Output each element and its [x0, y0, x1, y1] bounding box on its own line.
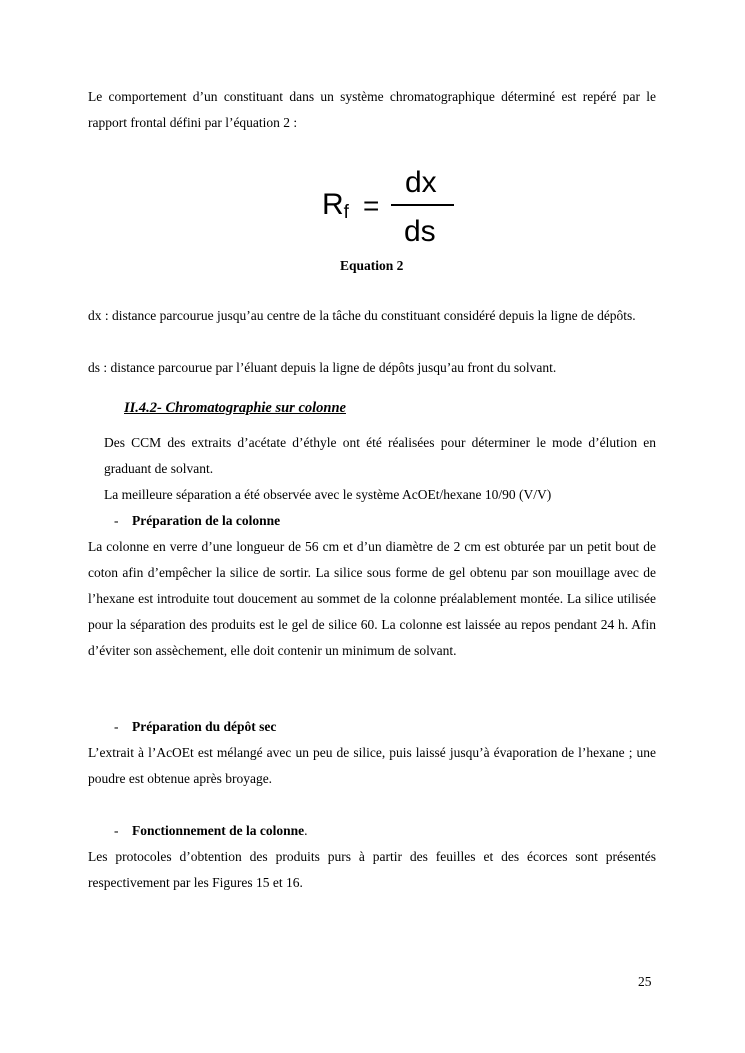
prep-column-title: Préparation de la colonne: [132, 513, 281, 528]
fonctionnement-text: Les protocoles d’obtention des produits purs à partir des feuilles et des écorces sont présentés respectivement par les Figures 15 et 16.: [88, 849, 656, 890]
ccm-paragraph: Des CCM des extraits d’acétate d’éthyle ont été réalisées pour déterminer le mode d’élution en graduant de solvant.: [104, 435, 656, 476]
bullet-dash: -: [114, 513, 119, 528]
intro-paragraph: Le comportement d’un constituant dans un système chromatographique déterminé est repéré par le rapport frontal défini par l’équation 2 :: [88, 89, 656, 130]
fonctionnement-title-suffix: .: [304, 823, 308, 838]
equation-denominator: ds: [404, 215, 436, 248]
bullet-dash: -: [114, 719, 119, 734]
equation-numerator: dx: [405, 166, 437, 199]
prep-depot-text: L’extrait à l’AcOEt est mélangé avec un peu de silice, puis laissé jusqu’à évaporation de l’hexane ; une poudre est obtenue après broyage.: [88, 745, 656, 786]
fonctionnement-title: Fonctionnement de la colonne: [132, 823, 305, 838]
section-heading: II.4.2- Chromatographie sur colonne: [124, 400, 346, 416]
equation-lhs-main: R: [322, 188, 344, 221]
equation-lhs: [322, 188, 349, 230]
equation-lhs-subscript: f: [343, 202, 349, 223]
prep-column-text: La colonne en verre d’une longueur de 56 cm et d’un diamètre de 2 cm est obturée par un petit bout de coton afin d’empêcher la silice de sortir. La silice sous forme de gel obtenu par son mouillage avec de l’hexane est introduite tout doucement au sommet de la colonne préalablement montée. La silice utilisée pour la séparation des produits est le gel de silice 60. La colonne est laissée au repos pendant 24 h. Afin d’éviter son assèchement, elle doit contenir un minimum de solvant.: [88, 539, 656, 658]
fraction-bar: [391, 204, 454, 206]
definition-ds: ds : distance parcourue par l’éluant depuis la ligne de dépôts jusqu’au front du solvant.: [88, 360, 557, 375]
equation-equals: =: [363, 190, 380, 221]
page-number: 25: [638, 974, 652, 989]
prep-depot-title: Préparation du dépôt sec: [132, 719, 277, 734]
best-separation-text: La meilleure séparation a été observée avec le système AcOEt/hexane 10/90 (V/V): [104, 487, 552, 502]
fonctionnement-heading: [132, 818, 308, 844]
bullet-dash: -: [114, 823, 119, 838]
equation-caption: Equation 2: [340, 258, 404, 273]
definition-dx: dx : distance parcourue jusqu’au centre de la tâche du constituant considéré depuis la ligne de dépôts.: [88, 308, 636, 323]
